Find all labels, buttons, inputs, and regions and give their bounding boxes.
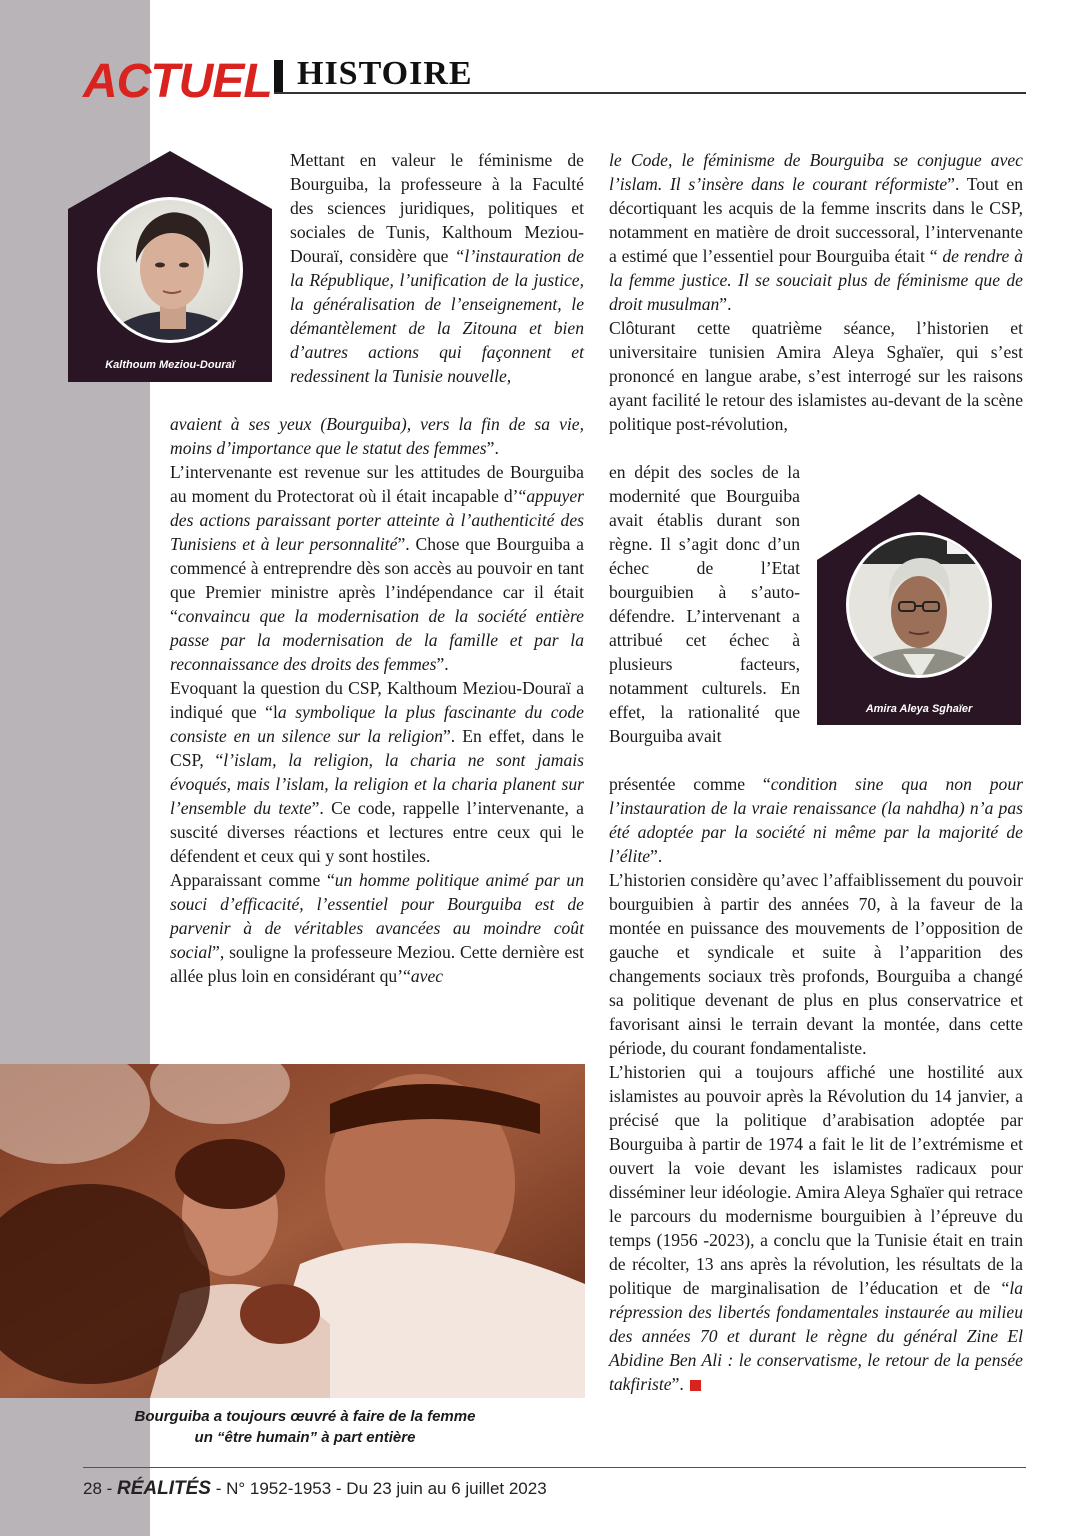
page-footer bbox=[83, 1478, 547, 1500]
paragraph-3: Evoquant la question du CSP, Kalthoum Meziou-Douraï a indiqué que “la symbolique la plus fascinante du code consiste en un silence sur la religion”. En effet, dans le CSP, “l’islam, la religion, la charia ne sont jamais évoqués, mais l’islam, la religion et la charia planent sur l’ensemble du texte”. Ce code, rappelle l’intervenante, a suscité diverses réactions et lectures entre ceux qui le défendent et ceux qui y sont hostiles. bbox=[170, 678, 584, 866]
paragraph-6-part-a: Clôturant cette quatrième séance, l’historien et universitaire tunisien Amira Aleya Sghaïer, qui s’est prononcé en langue arabe, s’est interrogé sur les raisons ayant facilité le retour des islamistes au-devant de la scène politique post-révolution, bbox=[609, 318, 1023, 434]
photo-caption bbox=[100, 1406, 510, 1448]
article-end-mark bbox=[690, 1380, 701, 1391]
issue-info: - N° 1952-1953 - Du 23 juin au 6 juillet 2023 bbox=[215, 1479, 547, 1498]
portrait-meziou bbox=[68, 151, 272, 382]
title-separator bbox=[274, 60, 283, 94]
paragraph-1-part-a: Mettant en valeur le féminisme de Bourguiba, la professeure à la Faculté des sciences juridiques, politiques et sociales de Tunis, Kalthoum Meziou-Douraï, considère que “l’instauration de la République, l’unification de la justice, la généralisation de l’enseignement, le démantèlement de la Zitouna et bien d’autres actions qui façonnent et redessinent la Tunisie nouvelle, bbox=[290, 150, 584, 386]
paragraph-2: L’intervenante est revenue sur les attitudes de Bourguiba au moment du Protectorat où il était incapable d’“appuyer des actions paraissant porter atteinte à l’authenticité des Tunisiens et à leur personnalité”. Chose que Bourguiba a commencé à entreprendre dès son accès au pouvoir en tant que Premier ministre après l’indépendance car il était “convaincu que la modernisation de la société entière passe par la modernisation de la famille et par la reconnaissance des droits des femmes”. bbox=[170, 462, 584, 674]
bourguiba-photo-graphic bbox=[0, 1064, 585, 1398]
paragraph-6-part-c: présentée comme “condition sine qua non pour l’instauration de la vraie renaissance (la nahdha) n’a pas été adoptée par la société ni même par la majorité de l’élite”. bbox=[609, 774, 1023, 866]
magazine-brand: RÉALITÉS bbox=[117, 1478, 211, 1499]
portrait-meziou-graphic bbox=[68, 151, 272, 382]
photo-caption-line-1: Bourguiba a toujours œuvré à faire de la femme bbox=[134, 1408, 476, 1425]
rubric-title: HISTOIRE bbox=[297, 55, 473, 92]
article-column-left bbox=[170, 412, 584, 988]
article-column-right-narrow bbox=[609, 460, 800, 748]
paragraph-8: L’historien qui a toujours affiché une hostilité aux islamistes au pouvoir après la Révolution du 14 janvier, a précisé que la politique d’arabisation adoptée par Bourguiba à partir de 1974 a fait le lit de l’extrémisme et ouvert la voie devant les islamistes radicaux pour disséminer leur idéologie. Amira Aleya Sghaïer qui retrace le parcours du modernisme bourguibien à l’épreuve du temps (1956 -2023), a conclu que la Tunisie était en train de récolter, 13 ans après la révolution, les résultats de la politique de marginalisation de l’éducation et de “la répression des libertés fondamentales instaurée au milieu des années 70 et durant le règne du général Zine El Abidine Ben Ali : le conservatisme, le retour de la pensée takfiriste”. bbox=[609, 1062, 1023, 1394]
article-column-right-top bbox=[609, 148, 1023, 436]
portrait-sghaier bbox=[817, 494, 1021, 725]
portrait-sghaier-graphic bbox=[817, 494, 1021, 725]
paragraph-5: le Code, le féminisme de Bourguiba se conjugue avec l’islam. Il s’insère dans le courant réformiste”. Tout en décortiquant les acquis de la femme inscrits dans le CSP, notamment en matière de droit successoral, l’intervenante a estimé que l’essentiel pour Bourguiba était “ de rendre à la femme justice. Il se souciait plus de féminisme que de droit musulman”. bbox=[609, 150, 1023, 314]
portrait-caption: Amira Aleya Sghaïer bbox=[865, 703, 973, 715]
section-title: ACTUEL bbox=[83, 55, 272, 108]
paragraph-6-part-b: en dépit des socles de la modernité que Bourguiba avait établis durant son règne. Il s’agit donc d’un échec de l’Etat bourguibien à s’auto-défendre. L’intervenant a attribué cet échec à plusieurs facteurs, notamment culturels. En effet, la rationalité que Bourguiba avait bbox=[609, 462, 800, 746]
bourguiba-photo bbox=[0, 1064, 585, 1398]
paragraph-7: L’historien considère qu’avec l’affaiblissement du pouvoir bourguibien à partir des années 70, à la faveur de la montée en puissance des mouvements de l’opposition de gauche et syndicale et suite à l’apparition des changements sociaux très profonds, Bourguiba a changé sa politique devenant de plus en plus conservatrice et favorisant ainsi le terrain devant la montée, dans cette période, du courant fondamentaliste. bbox=[609, 870, 1023, 1058]
header-rule bbox=[274, 92, 1026, 94]
article-column-left-top bbox=[290, 148, 584, 388]
portrait-caption: Kalthoum Meziou-Douraï bbox=[105, 359, 235, 371]
page-number: 28 - bbox=[83, 1479, 113, 1498]
photo-caption-line-2: un “être humain” à part entière bbox=[194, 1429, 416, 1446]
paragraph-1-part-b: avaient à ses yeux (Bourguiba), vers la fin de sa vie, moins d’importance que le statut des femmes”. bbox=[170, 414, 584, 458]
footer-rule bbox=[83, 1467, 1026, 1468]
paragraph-4: Apparaissant comme “un homme politique animé par un souci d’efficacité, l’essentiel pour Bourguiba est de parvenir à de véritables avancées au moindre coût social”, souligne la professeure Meziou. Cette dernière est allée plus loin en considérant qu’“avec bbox=[170, 870, 584, 986]
article-column-right-bottom bbox=[609, 772, 1023, 1396]
